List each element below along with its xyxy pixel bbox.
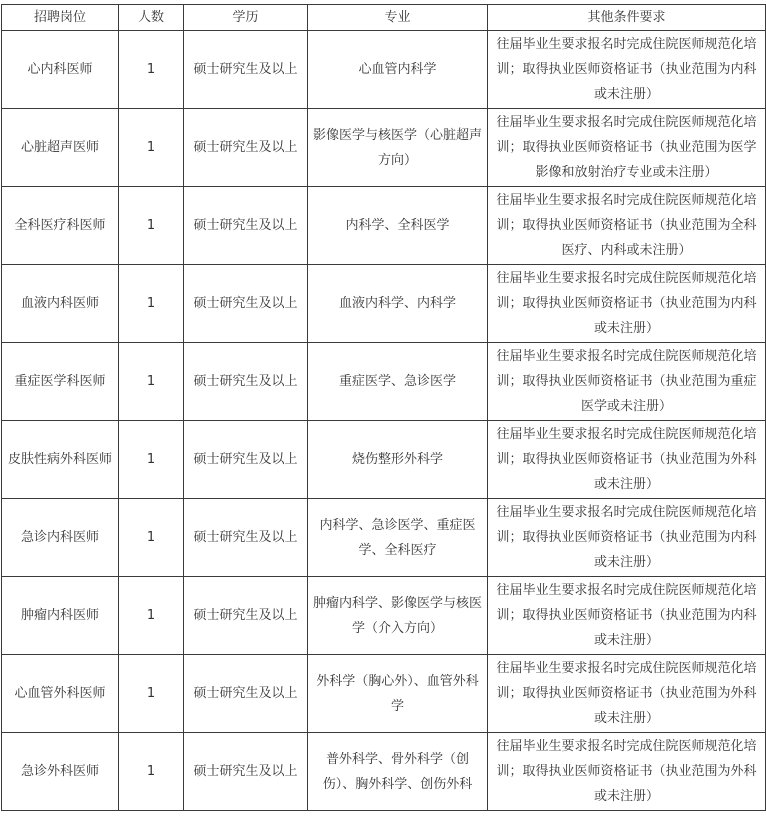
table-row bbox=[2, 265, 766, 343]
cell-requirements: 往届毕业生要求报名时完成住院医师规范化培训；取得执业医师资格证书（执业范围为重症医学或未注册） bbox=[488, 343, 766, 421]
cell-education: 硕士研究生及以上 bbox=[184, 733, 308, 811]
cell-education: 硕士研究生及以上 bbox=[184, 499, 308, 577]
cell-count: 1 bbox=[119, 577, 184, 655]
header-major: 专业 bbox=[308, 5, 488, 31]
cell-major: 肿瘤内科学、影像医学与核医学（介入方向） bbox=[308, 577, 488, 655]
header-count: 人数 bbox=[119, 5, 184, 31]
table-row bbox=[2, 499, 766, 577]
cell-major: 普外科学、骨外科学（创伤）、胸外科学、创伤外科 bbox=[308, 733, 488, 811]
table-row bbox=[2, 421, 766, 499]
cell-education: 硕士研究生及以上 bbox=[184, 187, 308, 265]
cell-count: 1 bbox=[119, 109, 184, 187]
cell-requirements: 往届毕业生要求报名时完成住院医师规范化培训；取得执业医师资格证书（执业范围为全科医疗、内科或未注册） bbox=[488, 187, 766, 265]
table-header-row bbox=[2, 5, 766, 31]
cell-major: 外科学（胸心外）、血管外科学 bbox=[308, 655, 488, 733]
table-row bbox=[2, 31, 766, 109]
cell-education: 硕士研究生及以上 bbox=[184, 109, 308, 187]
table-row bbox=[2, 655, 766, 733]
cell-education: 硕士研究生及以上 bbox=[184, 655, 308, 733]
cell-position: 心内科医师 bbox=[2, 31, 119, 109]
cell-major: 烧伤整形外科学 bbox=[308, 421, 488, 499]
cell-count: 1 bbox=[119, 421, 184, 499]
cell-requirements: 往届毕业生要求报名时完成住院医师规范化培训；取得执业医师资格证书（执业范围为外科或未注册） bbox=[488, 733, 766, 811]
table-row bbox=[2, 109, 766, 187]
cell-requirements: 往届毕业生要求报名时完成住院医师规范化培训；取得执业医师资格证书（执业范围为内科或未注册） bbox=[488, 265, 766, 343]
cell-requirements: 往届毕业生要求报名时完成住院医师规范化培训；取得执业医师资格证书（执业范围为医学影像和放射治疗专业或未注册） bbox=[488, 109, 766, 187]
cell-position: 皮肤性病外科医师 bbox=[2, 421, 119, 499]
cell-count: 1 bbox=[119, 187, 184, 265]
cell-education: 硕士研究生及以上 bbox=[184, 577, 308, 655]
header-requirements: 其他条件要求 bbox=[488, 5, 766, 31]
cell-position: 急诊外科医师 bbox=[2, 733, 119, 811]
cell-position: 心血管外科医师 bbox=[2, 655, 119, 733]
cell-position: 重症医学科医师 bbox=[2, 343, 119, 421]
cell-major: 心血管内科学 bbox=[308, 31, 488, 109]
cell-position: 血液内科医师 bbox=[2, 265, 119, 343]
cell-position: 急诊内科医师 bbox=[2, 499, 119, 577]
cell-major: 血液内科学、内科学 bbox=[308, 265, 488, 343]
table-row bbox=[2, 577, 766, 655]
cell-position: 肿瘤内科医师 bbox=[2, 577, 119, 655]
cell-education: 硕士研究生及以上 bbox=[184, 265, 308, 343]
cell-education: 硕士研究生及以上 bbox=[184, 31, 308, 109]
cell-count: 1 bbox=[119, 733, 184, 811]
cell-count: 1 bbox=[119, 655, 184, 733]
cell-major: 重症医学、急诊医学 bbox=[308, 343, 488, 421]
cell-position: 心脏超声医师 bbox=[2, 109, 119, 187]
cell-position: 全科医疗科医师 bbox=[2, 187, 119, 265]
table-row bbox=[2, 343, 766, 421]
cell-requirements: 往届毕业生要求报名时完成住院医师规范化培训；取得执业医师资格证书（执业范围为内科或未注册） bbox=[488, 499, 766, 577]
recruitment-table bbox=[1, 4, 766, 811]
table-row bbox=[2, 187, 766, 265]
cell-count: 1 bbox=[119, 343, 184, 421]
cell-major: 影像医学与核医学（心脏超声方向） bbox=[308, 109, 488, 187]
cell-education: 硕士研究生及以上 bbox=[184, 343, 308, 421]
header-position: 招聘岗位 bbox=[2, 5, 119, 31]
cell-requirements: 往届毕业生要求报名时完成住院医师规范化培训；取得执业医师资格证书（执业范围为外科或未注册） bbox=[488, 421, 766, 499]
cell-major: 内科学、全科医学 bbox=[308, 187, 488, 265]
cell-count: 1 bbox=[119, 499, 184, 577]
cell-requirements: 往届毕业生要求报名时完成住院医师规范化培训；取得执业医师资格证书（执业范围为外科或未注册） bbox=[488, 655, 766, 733]
cell-count: 1 bbox=[119, 31, 184, 109]
cell-requirements: 往届毕业生要求报名时完成住院医师规范化培训；取得执业医师资格证书（执业范围为内科或未注册） bbox=[488, 577, 766, 655]
cell-education: 硕士研究生及以上 bbox=[184, 421, 308, 499]
table-row bbox=[2, 733, 766, 811]
cell-major: 内科学、急诊医学、重症医学、全科医疗 bbox=[308, 499, 488, 577]
header-education: 学历 bbox=[184, 5, 308, 31]
cell-count: 1 bbox=[119, 265, 184, 343]
cell-requirements: 往届毕业生要求报名时完成住院医师规范化培训；取得执业医师资格证书（执业范围为内科或未注册） bbox=[488, 31, 766, 109]
